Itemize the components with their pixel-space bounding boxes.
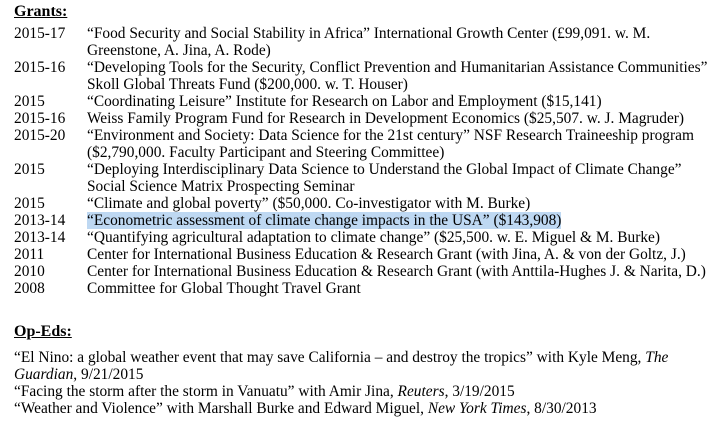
grant-description [87,93,724,110]
grant-years: 2015 [14,195,45,212]
grant-line: “Environment and Society: Data Science for the 21st century” NSF Research Traineeship program [87,127,694,144]
opeds-heading: Op-Eds: [14,323,72,340]
grant-years: 2011 [14,246,45,263]
oped-source: New York Times [427,400,527,417]
grant-years: 2015 [14,161,45,178]
grant-years: 2015-16 [14,59,66,76]
oped-source: Reuters [397,383,445,400]
text-selection-highlight[interactable]: “Econometric assessment of climate change impacts in the USA” ($143,908) [87,212,562,229]
oped-source: Guardian [14,366,74,383]
grant-description [87,59,724,93]
oped-source-prefix: The [645,349,669,366]
grant-years: 2015-20 [14,127,66,144]
grant-line: “Climate and global poverty” ($50,000. Co-investigator with M. Burke) [87,195,531,212]
grant-years: 2013-14 [14,229,66,246]
grant-line: ($2,790,000. Faculty Participant and Steering Committee) [87,144,445,161]
oped-date: , 3/19/2015 [444,383,515,400]
grant-years: 2015-16 [14,110,66,127]
grant-description [87,195,724,212]
oped-title: “Weather and Violence” with Marshall Burke and Edward Miguel, [14,400,428,417]
oped-item [14,349,714,383]
grant-line: “Food Security and Social Stability in Africa” International Growth Center (£99,091. w. M. [87,25,651,42]
grant-line: “Coordinating Leisure” Institute for Research on Labor and Employment ($15,141) [87,93,602,110]
grant-line: Greenstone, A. Jina, A. Rode) [87,42,271,59]
grant-years: 2008 [14,280,45,297]
grant-line: “Developing Tools for the Security, Conflict Prevention and Humanitarian Assistance Communities” [87,59,708,76]
oped-title: “El Nino: a global weather event that may save California – and destroy the tropics” with Kyle Meng, [14,349,646,366]
oped-item [14,400,714,417]
oped-date: , 9/21/2015 [73,366,144,383]
grant-years: 2013-14 [14,212,66,229]
grant-line: “Deploying Interdisciplinary Data Science to Understand the Global Impact of Climate Change” [87,161,682,178]
grants-heading: Grants: [14,3,68,20]
grant-description [87,110,724,127]
grant-line: Committee for Global Thought Travel Grant [87,280,361,297]
grant-years: 2010 [14,263,45,280]
grant-years: 2015-17 [14,25,66,42]
grant-description [87,246,724,263]
grant-description [87,229,724,246]
grant-line: Skoll Global Threats Fund ($200,000. w. T. Houser) [87,76,408,93]
grant-line: Center for International Business Education & Research Grant (with Jina, A. & von der Goltz, J.) [87,246,686,263]
grant-description [87,212,724,229]
grant-description [87,25,724,59]
grant-description [87,263,724,280]
grant-description [87,161,724,195]
grant-line: “Quantifying agricultural adaptation to climate change” ($25,500. w. E. Miguel & M. Burke) [87,229,660,246]
grant-description [87,127,724,161]
grant-line: Social Science Matrix Prospecting Seminar [87,178,355,195]
grant-years: 2015 [14,93,45,110]
grant-line: Weiss Family Program Fund for Research in Development Economics ($25,507. w. J. Magruder) [87,110,685,127]
oped-title: “Facing the storm after the storm in Vanuatu” with Amir Jina, [14,383,398,400]
grant-description [87,280,724,297]
grant-line: Center for International Business Education & Research Grant (with Anttila-Hughes J. & Narita, D.) [87,263,706,280]
oped-item [14,383,714,400]
oped-date: , 8/30/2013 [526,400,597,417]
